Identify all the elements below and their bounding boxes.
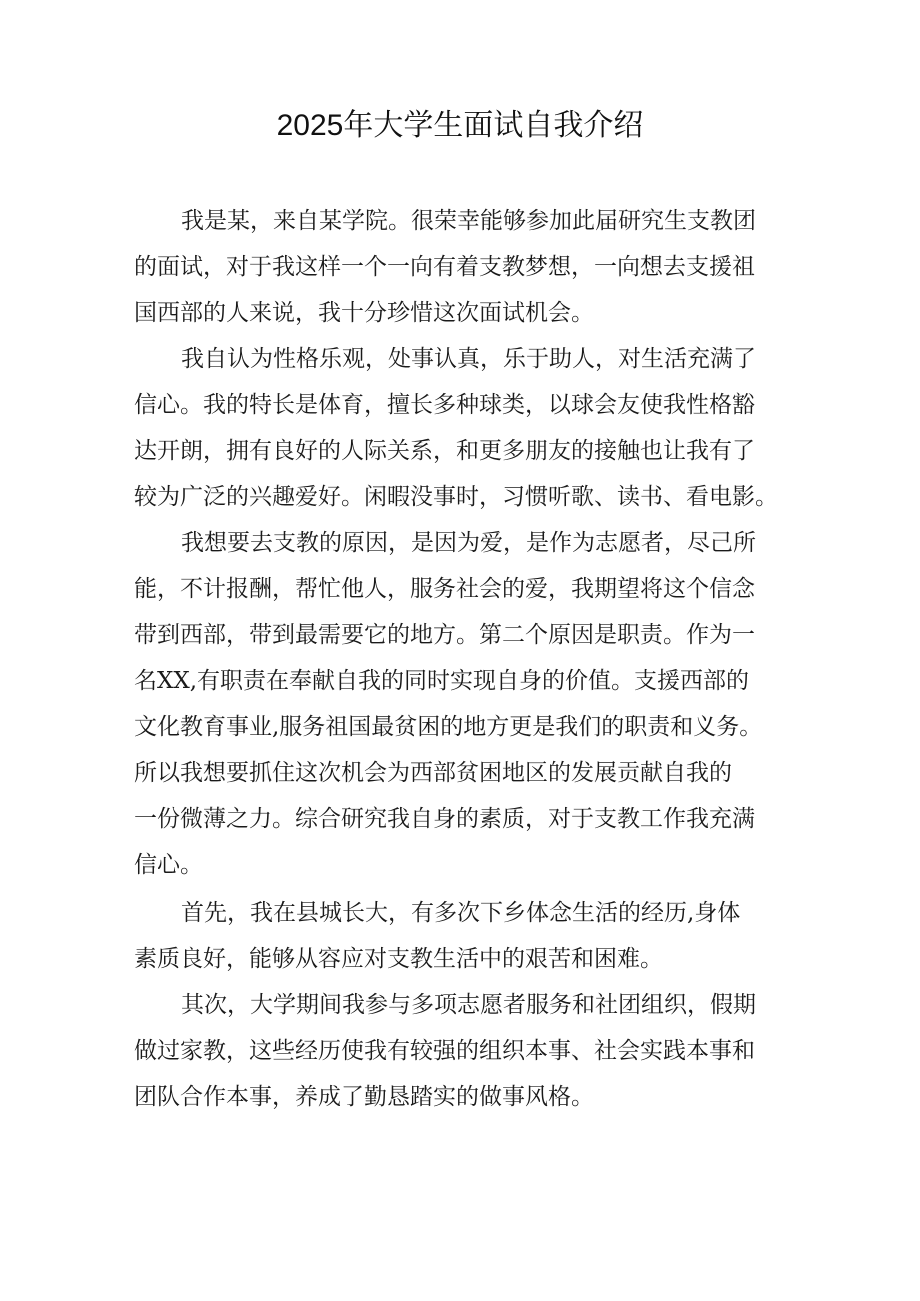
paragraph-motivation [134,520,810,888]
text-line: 我想要去支教的原因，是因为爱，是作为志愿者，尽己所 [181,530,756,556]
text-line: 国西部的人来说，我十分珍惜这次面试机会。 [134,300,594,326]
text-line: 带到西部，带到最需要它的地方。第二个原因是职责。作为一 [134,622,755,648]
text-line: 达开朗，拥有良好的人际关系，和更多朋友的接触也让我有了 [134,438,755,464]
text-line: 做过家教，这些经历使我有较强的组织本事、社会实践本事和 [134,1038,755,1064]
paragraph-second [134,982,810,1120]
text-line: 其次，大学期间我参与多项志愿者服务和社团组织，假期 [181,992,756,1018]
text-line: 我自认为性格乐观，处事认真，乐于助人，对生活充满了 [181,346,756,372]
paragraph-intro [134,198,810,336]
text-line: 我是某，来自某学院。很荣幸能够参加此届研究生支教团 [181,208,756,234]
text-line: 名XX,有职责在奉献自我的同时实现自身的价值。支援西部的 [134,668,750,694]
document-body [134,198,810,1120]
text-line: 较为广泛的兴趣爱好。闲暇没事时，习惯听歌、读书、看电影。 [134,484,778,510]
text-line: 首先，我在县城长大，有多次下乡体念生活的经历,身体 [181,900,741,926]
text-line: 信心。我的特长是体育，擅长多种球类，以球会友使我性格豁 [134,392,755,418]
paragraph-personality [134,336,810,520]
text-line: 能，不计报酬，帮忙他人，服务社会的爱，我期望将这个信念 [134,576,755,602]
paragraph-first [134,890,810,982]
text-line: 一份微薄之力。综合研究我自身的素质，对于支教工作我充满 [134,806,755,832]
text-line: 的面试，对于我这样一个一向有着支教梦想，一向想去支援祖 [134,254,755,280]
text-line: 所以我想要抓住这次机会为西部贫困地区的发展贡献自我的 [134,760,732,786]
text-line: 信心。 [134,852,203,878]
text-line: 团队合作本事，养成了勤恳踏实的做事风格。 [134,1084,594,1110]
text-line: 文化教育事业,服务祖国最贫困的地方更是我们的职责和义务。 [134,714,763,740]
document-title: 2025年大学生面试自我介绍 [276,109,644,142]
text-line: 素质良好，能够从容应对支教生活中的艰苦和困难。 [134,946,663,972]
